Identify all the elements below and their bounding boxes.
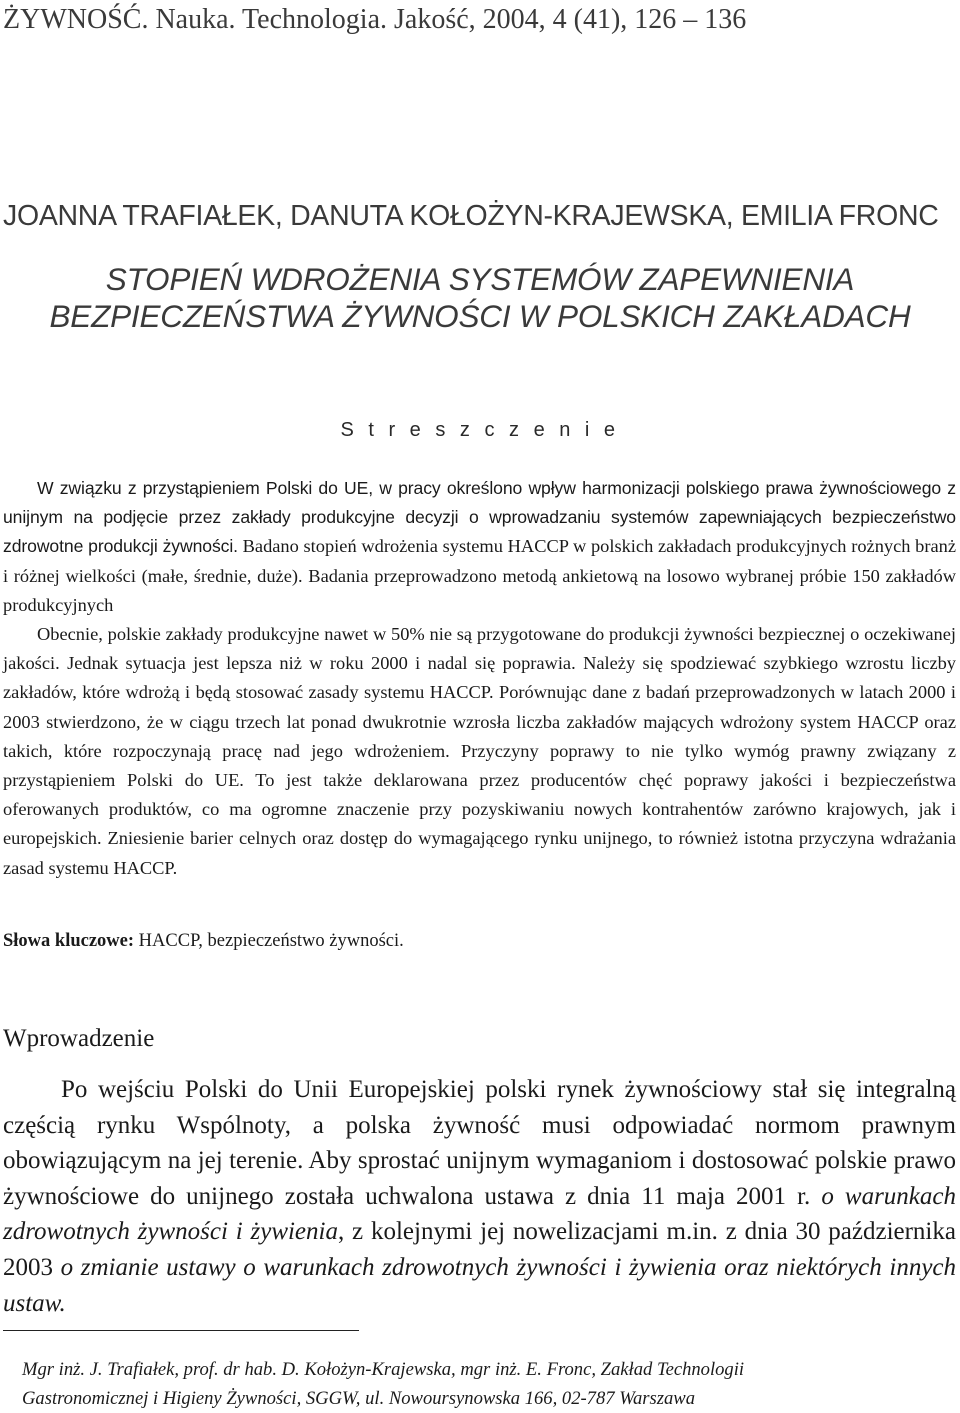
footnote-line-2: Gastronomicznej i Higieny Żywności, SGGW, ul. Nowoursynowska 166, 02-787 Warszawa bbox=[22, 1388, 696, 1409]
keywords bbox=[3, 928, 404, 954]
abstract-part-1: W związku z przystąpieniem Polski do UE, w pracy określono wpływ harmonizacji polskiego prawa żywnościowego z unijnym na podjęcie przez zakłady produkcyjne decyzji o wprowadzaniu systemów zapewniających bezpieczeństwo zdrowotne produkcji żywności. bbox=[3, 478, 956, 557]
journal-header: ŻYWNOŚĆ. Nauka. Technologia. Jakość, 2004, 4 (41), 126 – 136 bbox=[3, 4, 747, 35]
section-heading-introduction: Wprowadzenie bbox=[3, 1025, 155, 1052]
abstract-body bbox=[3, 474, 956, 883]
footnote-divider bbox=[3, 1330, 359, 1331]
intro-text-a: Po wejściu Polski do Unii Europejskiej polski rynek żywnościowy stał się integralną częścią rynku Wspólnoty, a polska żywność musi odpowiadać normom prawnym obowiązującym na jej terenie. Aby sprostać unijnym wymaganiom i dostosować polskie prawo żywnościowe do unijnego została uchwalona ustawa z dnia 11 maja 2001 r. bbox=[3, 1076, 956, 1210]
abstract-paragraph-2: Obecnie, polskie zakłady produkcyjne nawet w 50% nie są przygotowane do produkcji żywności bezpiecznej o oczekiwanej jakości. Jednak sytuacja jest lepsza niż w roku 2000 i nadal się poprawia. Należy się spodziewać szybkiego wzrostu liczby zakładów, które wdrożą i będą stosować zasady systemu HACCP. Porównując dane z badań przeprowadzonych w latach 2000 i 2003 stwierdzono, że w ciągu trzech lat ponad dwukrotnie wzrosła liczba zakładów mających wdrożony system HACCP oraz takich, które rozpoczynają pracę nad jego wdrożeniem. Przyczyny poprawy to nie tylko wymóg prawny związany z przystąpieniem Polski do UE. To jest także deklarowana przez producentów chęć poprawy jakości i bezpieczeństwa oferowanych produktów, co ma ogromne znaczenie przy pozyskiwaniu nowych kontrahentów zarówno krajowych, jak i europejskich. Zniesienie barier celnych oraz dostęp do wymagającego rynku unijnego, to również istotna przyczyna wdrażania zasad systemu HACCP. bbox=[3, 624, 956, 878]
introduction-paragraph bbox=[3, 1072, 956, 1321]
introduction-body bbox=[3, 1072, 956, 1321]
abstract-paragraph-1 bbox=[3, 474, 956, 620]
author-list: JOANNA TRAFIAŁEK, DANUTA KOŁOŻYN-KRAJEWSKA, EMILIA FRONC bbox=[3, 200, 939, 232]
footnote bbox=[22, 1355, 960, 1413]
intro-italic-a: o warunkach zdrowotnych żywności i żywienia bbox=[3, 1182, 956, 1246]
abstract-heading: S t r e s z c z e n i e bbox=[340, 419, 620, 441]
keywords-value: HACCP, bezpieczeństwo żywności. bbox=[134, 931, 404, 951]
paper-title-line-1: STOPIEŃ WDROŻENIA SYSTEMÓW ZAPEWNIENIA bbox=[105, 261, 855, 297]
abstract-part-2: Badano stopień wdrożenia systemu HACCP w polskich zakładach produkcyjnych rożnych branż i różnej wielkości (małe, średnie, duże). Badania przeprowadzono metodą ankietową na losowo wybranej próbie 150 zakładów produkcyjnych bbox=[3, 536, 956, 615]
keywords-label: Słowa kluczowe: bbox=[3, 931, 135, 951]
footnote-line-1: Mgr inż. J. Trafiałek, prof. dr hab. D. Kołożyn-Krajewska, mgr inż. E. Fronc, Zakład Technologii bbox=[22, 1359, 745, 1380]
paper-title bbox=[0, 261, 960, 335]
paper-title-line-2: BEZPIECZEŃSTWA ŻYWNOŚCI W POLSKICH ZAKŁADACH bbox=[49, 298, 911, 334]
intro-italic-b: o zmianie ustawy o warunkach zdrowotnych żywności i żywienia oraz niektórych innych ustaw. bbox=[3, 1253, 957, 1317]
intro-text-b: , z kolejnymi jej nowelizacjami m.in. z dnia 30 października 2003 bbox=[3, 1218, 956, 1281]
